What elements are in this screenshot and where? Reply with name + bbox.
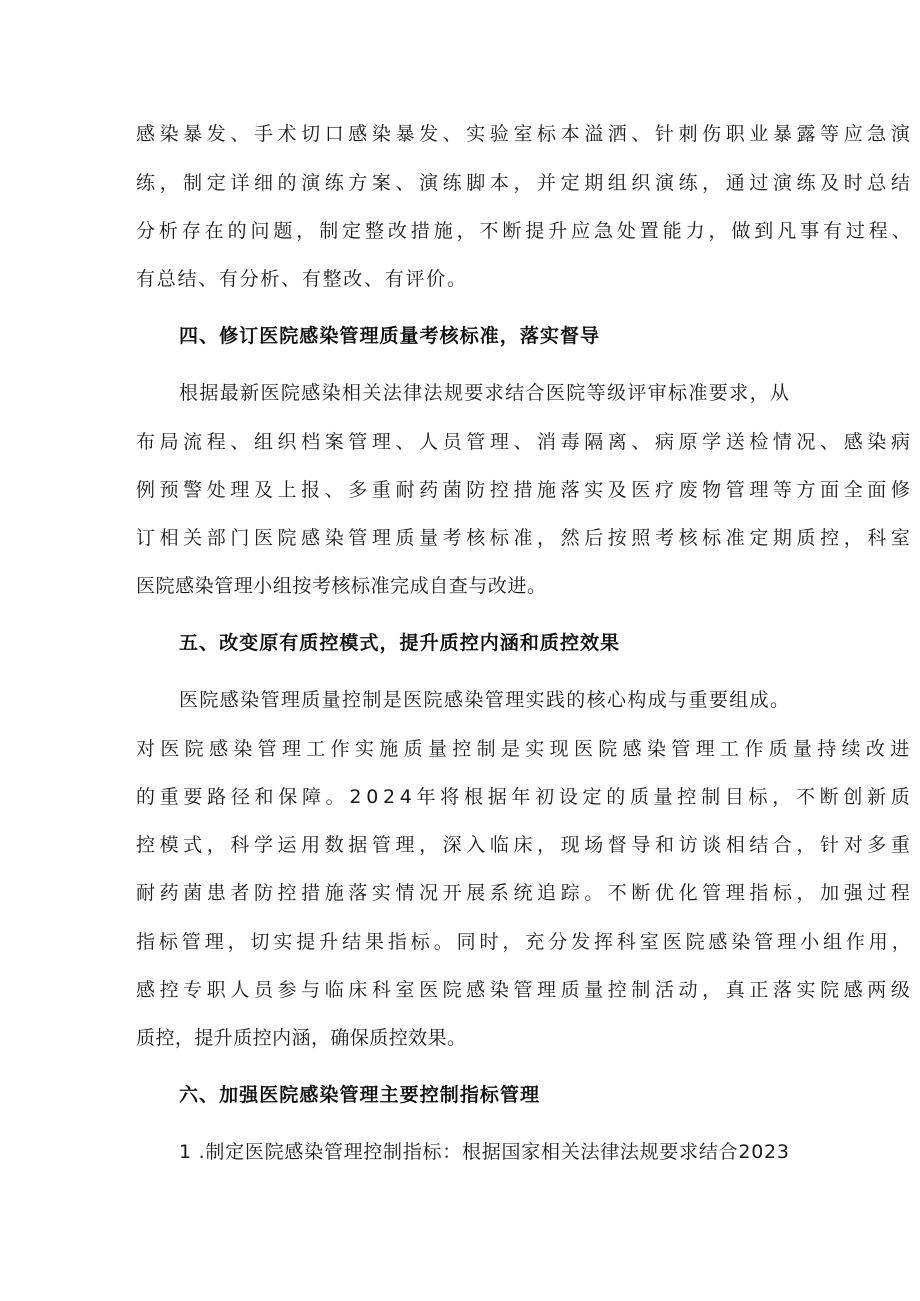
paragraph-line: 感染暴发、手术切口感染暴发、实验室标本溢洒、针刺伤职业暴露等应急演 (136, 123, 915, 145)
paragraph-line: 对医院感染管理工作实施质量控制是实现医院感染管理工作质量持续改进 (136, 738, 915, 760)
paragraph-line: 根据最新医院感染相关法律法规要求结合医院等级评审标准要求，从 (179, 382, 791, 404)
paragraph-line: 控模式，科学运用数据管理，深入临床，现场督导和访谈相结合，针对多重 (136, 834, 915, 856)
paragraph-line: 有总结、有分析、有整改、有评价。 (136, 268, 468, 290)
paragraph-line: 1 .制定医院感染管理控制指标：根据国家相关法律法规要求结合2023 (179, 1141, 790, 1163)
section-heading: 五、改变原有质控模式，提升质控内涵和质控效果 (179, 632, 621, 654)
paragraph-line: 布局流程、组织档案管理、人员管理、消毒隔离、病原学送检情况、感染病 (136, 431, 915, 453)
paragraph-line: 练，制定详细的演练方案、演练脚本，并定期组织演练，通过演练及时总结 (136, 172, 915, 194)
paragraph-line: 耐药菌患者防控措施落实情况开展系统追踪。不断优化管理指标，加强过程 (136, 882, 915, 904)
paragraph-line: 分析存在的问题，制定整改措施，不断提升应急处置能力，做到凡事有过程、 (136, 220, 915, 242)
paragraph-line: 医院感染管理质量控制是医院感染管理实践的核心构成与重要组成。 (179, 689, 791, 711)
paragraph-line: 感控专职人员参与临床科室医院感染管理质量控制活动，真正落实院感两级 (136, 979, 915, 1001)
paragraph-line: 订相关部门医院感染管理质量考核标准，然后按照考核标准定期质控，科室 (136, 527, 915, 549)
section-heading: 四、修订医院感染管理质量考核标准，落实督导 (179, 325, 601, 347)
paragraph-line: 质控，提升质控内涵，确保质控效果。 (136, 1027, 467, 1049)
section-heading: 六、加强医院感染管理主要控制指标管理 (179, 1084, 541, 1106)
paragraph-line: 的重要路径和保障。2024年将根据年初设定的质量控制目标，不断创新质 (136, 786, 915, 808)
paragraph-line: 例预警处理及上报、多重耐药菌防控措施落实及医疗废物管理等方面全面修 (136, 479, 915, 501)
paragraph-line: 指标管理，切实提升结果指标。同时，充分发挥科室医院感染管理小组作用， (136, 931, 915, 953)
paragraph-line: 医院感染管理小组按考核标准完成自查与改进。 (136, 575, 547, 597)
